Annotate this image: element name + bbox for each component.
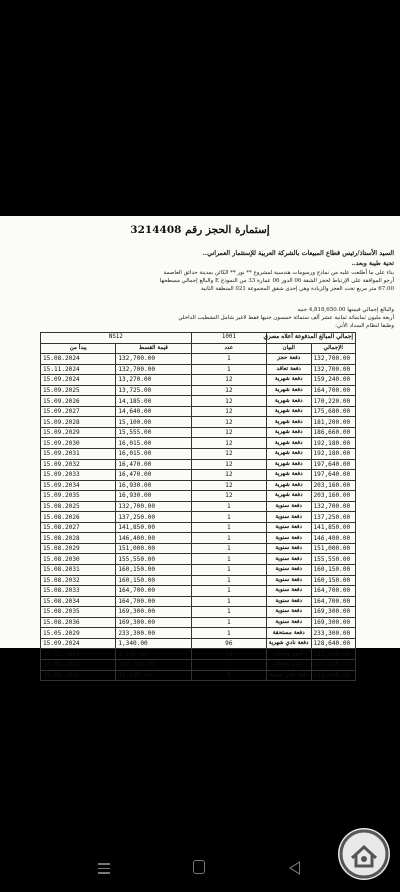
booking-form-document [0, 216, 400, 679]
table-row [41, 554, 356, 565]
cell-amount: 160,150.00 [116, 575, 191, 586]
paragraph-total-value: والبالغ إجمالي قيمتها 4,818,650.00 جنيه [297, 307, 394, 313]
table-row [41, 375, 356, 386]
cell-count: 1 [191, 512, 266, 523]
home-icon[interactable] [193, 860, 205, 874]
cell-amount: 169,300.00 [116, 617, 191, 628]
paragraph-area: 67.00 متر مربع تحت العجز والزيادة وهي إحدى شقق المجموعة 021 المنطقة الثانية [200, 286, 394, 292]
cell-count: 1 [191, 575, 266, 586]
cell-description: دفعة سنوية [267, 543, 312, 554]
cell-amount: 15,555.00 [116, 427, 191, 438]
table-row [41, 501, 356, 512]
cell-count: 8 [191, 670, 266, 681]
cell-count: 12 [191, 449, 266, 460]
cell-count: 12 [191, 438, 266, 449]
top-header-title: إجمالي المبالغ المدفوعة أعلاه مصري [267, 333, 356, 344]
cell-count: 1 [191, 543, 266, 554]
cell-date: 15.08.2026 [41, 512, 116, 523]
cell-amount: 14,325.00 [116, 670, 191, 681]
cell-date: 15.08.2034 [41, 596, 116, 607]
paragraph-addressee: السيد الأستاذ/رئيس قطاع المبيعات بالشركة العربية للإستثمار العمراني.. [202, 249, 394, 257]
cell-description: دفعة نادي شهرية [267, 638, 312, 649]
cell-count: 12 [191, 491, 266, 502]
cell-date: 15.09.2029 [41, 427, 116, 438]
cell-count: 12 [191, 406, 266, 417]
cell-amount: 164,700.00 [116, 596, 191, 607]
cell-date: 15.09.2024 [41, 638, 116, 649]
table-row [41, 596, 356, 607]
cell-count: 1 [191, 586, 266, 597]
cell-total: 132,700.00 [311, 501, 356, 512]
cell-count: 1 [191, 554, 266, 565]
cell-total: 141,850.00 [311, 522, 356, 533]
cell-description: دفعة شهرية [267, 417, 312, 428]
cell-description: دفعة سنوية [267, 554, 312, 565]
cell-count: 12 [191, 417, 266, 428]
cell-date: 15.09.2033 [41, 470, 116, 481]
header-count: عدد [191, 343, 266, 354]
table-row [41, 449, 356, 460]
cell-amount: 16,015.00 [116, 438, 191, 449]
cell-date: 15.08.2032 [41, 575, 116, 586]
header-description: البيان [267, 343, 312, 354]
top-header-number: 1001 [191, 333, 266, 344]
cell-date: 15.09.2034 [41, 480, 116, 491]
cell-description: دفعة شهرية [267, 406, 312, 417]
cell-description: دفعة شهرية [267, 396, 312, 407]
cell-description: دفعة سنوية [267, 522, 312, 533]
cell-amount: 132,700.00 [116, 501, 191, 512]
cell-total: 170,220.00 [311, 396, 356, 407]
cell-total: 126,390.00 [311, 659, 356, 670]
header-total: الإجمالي [311, 343, 356, 354]
cell-description: دفعة سنوية [267, 586, 312, 597]
cell-amount: 126,390.00 [116, 659, 191, 670]
cell-description: دفعة شهرية [267, 427, 312, 438]
cell-description: دفعة سنوية [267, 533, 312, 544]
cell-date: 15.08.2029 [41, 543, 116, 554]
document-title: إستمارة الحجز رقم 3214408 [130, 224, 270, 236]
cell-date: 15.08.2033 [41, 586, 116, 597]
paragraph-project: بناء على ما أطلعت عليه من نماذج ورسومات هندسية لمشروع ** نور ** الكائن بمدينة حدائق العاصمة [163, 270, 394, 276]
cell-description: دفعة سنوية [267, 565, 312, 576]
table-row [41, 543, 356, 554]
cell-total: 181,200.00 [311, 417, 356, 428]
cell-description: تأمين وحدات [267, 659, 312, 670]
cell-total: 164,700.00 [311, 385, 356, 396]
top-header-code: NS12 [41, 333, 192, 344]
cell-total: 155,550.00 [311, 554, 356, 565]
cell-description: دفعة نادي سنوية [267, 670, 312, 681]
cell-count: 1 [191, 607, 266, 618]
cell-total: 160,150.00 [311, 575, 356, 586]
cell-date: 14.08.2029 [41, 659, 116, 670]
cell-total: 164,700.00 [311, 596, 356, 607]
cell-total: 233,300.00 [311, 628, 356, 639]
cell-date: 15.08.2025 [41, 670, 116, 681]
cell-total: 132,700.00 [311, 354, 356, 365]
cell-count: 56 [191, 649, 266, 660]
cell-description: دفعة حجز [267, 354, 312, 365]
cell-description: دفعة شهرية [267, 470, 312, 481]
cell-count: 12 [191, 480, 266, 491]
table-row [41, 364, 356, 375]
paragraph-unit: أرجو الموافقة على الإرتباط لحجز الشقة 06 الدور 06 عمارة 33 من النموذج E والبالغ إجمالي مسطحها [159, 278, 394, 284]
cell-amount: 14,640.00 [116, 406, 191, 417]
table-row [41, 385, 356, 396]
table-row [41, 628, 356, 639]
cell-total: 160,150.00 [311, 565, 356, 576]
cell-total: 169,300.00 [311, 607, 356, 618]
cell-date: 15.09.2035 [41, 491, 116, 502]
table-row [41, 522, 356, 533]
cell-amount: 13,270.00 [116, 375, 191, 386]
cell-total: 192,180.00 [311, 438, 356, 449]
cell-description: دفعة سنوية [267, 512, 312, 523]
cell-amount: 16,930.00 [116, 480, 191, 491]
cell-count: 12 [191, 396, 266, 407]
cell-total: 186,660.00 [311, 427, 356, 438]
cell-amount: 169,300.00 [116, 607, 191, 618]
table-row [41, 480, 356, 491]
cell-amount: 132,700.00 [116, 364, 191, 375]
paragraph-payment-system: وطبقا لنظام السداد الأتي: [335, 323, 394, 329]
cell-date: 15.08.2028 [41, 533, 116, 544]
payment-schedule-table [40, 332, 356, 681]
cell-total: 164,700.00 [311, 586, 356, 597]
table-row [41, 470, 356, 481]
table-row [41, 586, 356, 597]
cell-date: 15.09.2030 [41, 438, 116, 449]
cell-description: دفعة شهرية [267, 491, 312, 502]
cell-description: دفعة سنوية [267, 501, 312, 512]
cell-total: 159,240.00 [311, 375, 356, 386]
table-row [41, 459, 356, 470]
table-top-header-row [41, 333, 356, 344]
cell-date: 15.09.2026 [41, 396, 116, 407]
cell-date: 15.09.2024 [41, 375, 116, 386]
cell-total: 132,700.00 [311, 364, 356, 375]
cell-amount: 16,015.00 [116, 449, 191, 460]
cell-count: 1 [191, 364, 266, 375]
cell-date: 15.09.2032 [41, 459, 116, 470]
cell-date: 15.09.2027 [41, 406, 116, 417]
cell-description: دفعة شهرية [267, 438, 312, 449]
cell-amount: 16,930.00 [116, 491, 191, 502]
cell-date: 15.08.2031 [41, 565, 116, 576]
cell-count: 1 [191, 565, 266, 576]
cell-amount: 141,850.00 [116, 522, 191, 533]
cell-count: 1 [191, 617, 266, 628]
cell-date: 15.08.2036 [41, 617, 116, 628]
table-row [41, 670, 356, 681]
cell-count: 1 [191, 501, 266, 512]
table-row [41, 638, 356, 649]
cell-amount: 233,300.00 [116, 628, 191, 639]
cell-total: 151,000.00 [311, 543, 356, 554]
cell-amount: 160,150.00 [116, 565, 191, 576]
table-row [41, 659, 356, 670]
table-row [41, 533, 356, 544]
cell-description: دفعة تعاقد [267, 364, 312, 375]
cell-date: 15.09.2025 [41, 385, 116, 396]
cell-description: دفعة شهرية [267, 449, 312, 460]
cell-total: 169,300.00 [311, 617, 356, 628]
cell-description: دفعة سنوية [267, 617, 312, 628]
cell-total: 122,080.00 [311, 649, 356, 660]
cell-description: دفعة سنوية [267, 596, 312, 607]
cell-description: دفعة شهرية [267, 480, 312, 491]
cell-total: 175,680.00 [311, 406, 356, 417]
table-row [41, 396, 356, 407]
table-row [41, 406, 356, 417]
cell-total: 146,400.00 [311, 533, 356, 544]
cell-total: 203,160.00 [311, 480, 356, 491]
cell-total: 197,640.00 [311, 470, 356, 481]
cell-count: 1 [191, 522, 266, 533]
cell-amount: 14,185.00 [116, 396, 191, 407]
cell-total: 197,640.00 [311, 459, 356, 470]
cell-count: 1 [191, 659, 266, 670]
cell-count: 12 [191, 375, 266, 386]
cell-date: 15.08.2025 [41, 501, 116, 512]
cell-total: 192,180.00 [311, 449, 356, 460]
cell-description: دفعة شهرية [267, 385, 312, 396]
table-row [41, 617, 356, 628]
cell-count: 96 [191, 638, 266, 649]
cell-amount: 146,400.00 [116, 533, 191, 544]
cell-count: 12 [191, 427, 266, 438]
table-row [41, 512, 356, 523]
cell-description: دفعة سنوية [267, 607, 312, 618]
cell-count: 1 [191, 596, 266, 607]
cell-total: 114,600.00 [311, 670, 356, 681]
cell-amount: 164,700.00 [116, 586, 191, 597]
cell-description: دفعة سنوية [267, 575, 312, 586]
cell-amount: 13,725.00 [116, 385, 191, 396]
cell-count: 12 [191, 470, 266, 481]
table-row [41, 607, 356, 618]
cell-date: 15.08.2024 [41, 354, 116, 365]
cell-total: 128,640.00 [311, 638, 356, 649]
paragraph-greeting: تحية طيبة وبعد.. [351, 260, 394, 267]
cell-amount: 15,100.00 [116, 417, 191, 428]
cell-amount: 137,250.00 [116, 512, 191, 523]
cell-date: 15.08.2027 [41, 522, 116, 533]
cell-total: 203,160.00 [311, 491, 356, 502]
table-row [41, 649, 356, 660]
cell-count: 12 [191, 385, 266, 396]
cell-description: دفعة مستحقة [267, 628, 312, 639]
cell-description: دفعة شهرية [267, 375, 312, 386]
cell-date: 15.11.2024 [41, 364, 116, 375]
table-row [41, 417, 356, 428]
cell-count: 1 [191, 354, 266, 365]
cell-date: 15.12.2024 [41, 649, 116, 660]
table-row [41, 427, 356, 438]
cell-count: 1 [191, 533, 266, 544]
cell-amount: 151,000.00 [116, 543, 191, 554]
table-header-row [41, 343, 356, 354]
cell-description: دفعة شهرية [267, 459, 312, 470]
table-row [41, 438, 356, 449]
recent-apps-icon[interactable] [98, 860, 110, 874]
cell-description: تأمين وحدات [267, 649, 312, 660]
cell-amount: 132,700.00 [116, 354, 191, 365]
table-row [41, 354, 356, 365]
cell-amount: 16,470.00 [116, 470, 191, 481]
table-row [41, 491, 356, 502]
table-row [41, 565, 356, 576]
cell-total: 137,250.00 [311, 512, 356, 523]
cell-date: 15.05.2029 [41, 628, 116, 639]
cell-date: 15.09.2028 [41, 417, 116, 428]
header-amount: قيمة القسط [116, 343, 191, 354]
back-icon[interactable] [289, 861, 300, 875]
cell-amount: 2,180.00 [116, 649, 191, 660]
cell-count: 12 [191, 459, 266, 470]
cell-count: 1 [191, 628, 266, 639]
paragraph-total-words: أربعة مليون ثمانمائة ثمانية عشر ألف ستمائة خمسون جنيها فقط لاغير شامل التشطيب الداخلي [178, 315, 394, 321]
watermark-logo [338, 828, 390, 880]
cell-amount: 16,470.00 [116, 459, 191, 470]
table-row [41, 575, 356, 586]
cell-date: 15.09.2031 [41, 449, 116, 460]
cell-date: 15.08.2030 [41, 554, 116, 565]
cell-amount: 1,340.00 [116, 638, 191, 649]
cell-date: 15.08.2035 [41, 607, 116, 618]
header-date: يبدأ من [41, 343, 116, 354]
cell-amount: 155,550.00 [116, 554, 191, 565]
